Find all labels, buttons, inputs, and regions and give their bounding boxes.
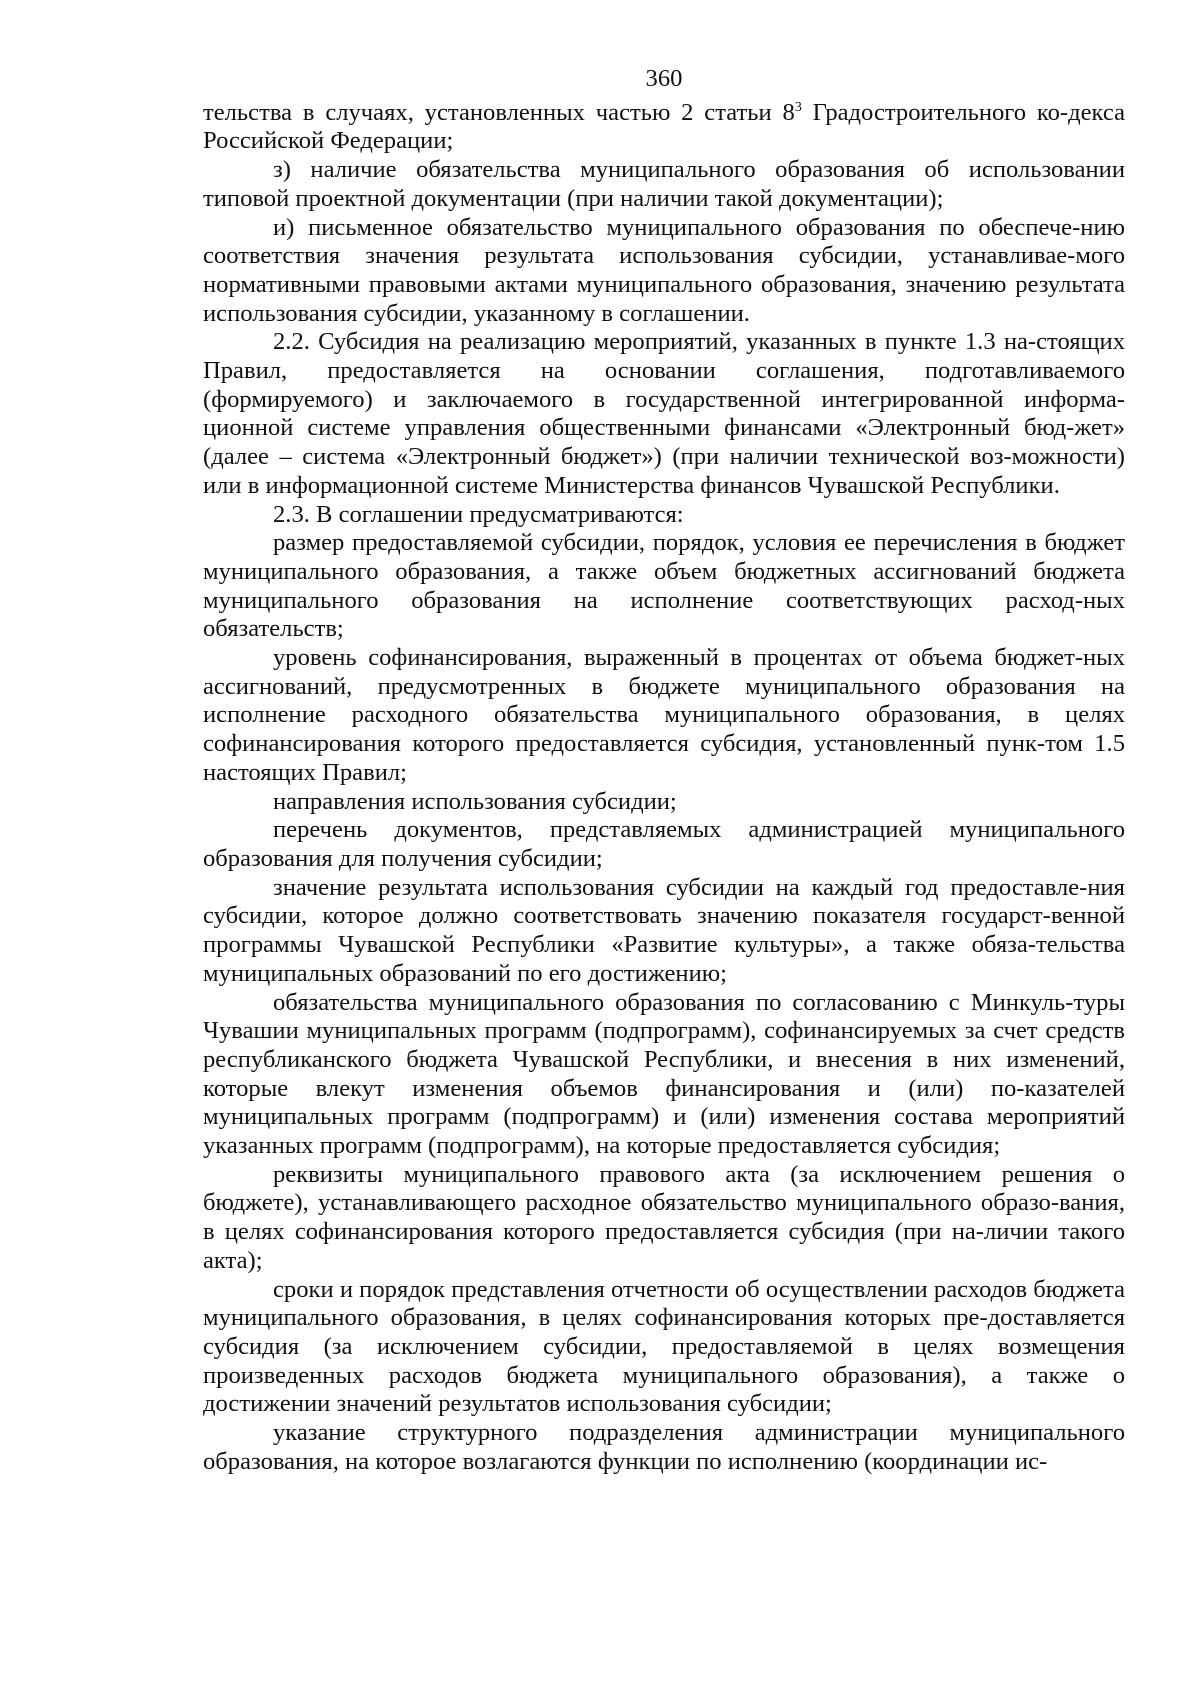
paragraph-legal-act-details: реквизиты муниципального правового акта (за исключением решения о бюджете), устанавливающего расходное обязательство муниципального образо-вания, в целях софинансирования которого предоставляется субсидия (при на-личии такого акта); xyxy=(203,1160,1125,1274)
paragraph-2-2: 2.2. Субсидия на реализацию мероприятий, указанных в пункте 1.3 на-стоящих Правил, предоставляется на основании соглашения, подготавливаемого (формируемого) и заключаемого в государственной интегрированной информа-ционной системе управления общественными финансами «Электронный бюд-жет» (далее – система «Электронный бюджет») (при наличии технической воз-можности) или в информационной системе Министерства финансов Чувашской Республики. xyxy=(203,328,1125,499)
paragraph-item-z: з) наличие обязательства муниципального образования об использовании типовой проектной документации (при наличии такой документации); xyxy=(203,156,1125,212)
paragraph-usage-directions: направления использования субсидии; xyxy=(273,787,677,815)
paragraph-subsidy-size: размер предоставляемой субсидии, порядок, условия ее перечисления в бюджет муниципального образования, а также объем бюджетных ассигнований бюджета муниципального образования на исполнение соответствующих расход-ных обязательств; xyxy=(203,529,1125,643)
paragraph-result-value: значение результата использования субсидии на каждый год предоставле-ния субсидии, которое должно соответствовать значению показателя государст-венной программы Чувашской Республики «Развитие культуры», а также обяза-тельства муниципальных образований по его достижению; xyxy=(203,873,1125,987)
paragraph-cofinancing-level: уровень софинансирования, выраженный в процентах от объема бюджет-ных ассигнований, предусмотренных в бюджете муниципального образования на исполнение расходного обязательства муниципального образования, в целях софинансирования которого предоставляется субсидия, установленный пунк-том 1.5 настоящих Правил; xyxy=(203,644,1125,786)
continuation-paragraph xyxy=(203,99,1125,156)
paragraph-reporting-terms: сроки и порядок представления отчетности об осуществлении расходов бюджета муниципального образования, в целях софинансирования которых пре-доставляется субсидия (за исключением субсидии, предоставляемой в целях возмещения произведенных расходов бюджета муниципального образования), а также о достижении значений результатов использования субсидии; xyxy=(203,1275,1125,1418)
page-number: 360 xyxy=(645,65,683,92)
paragraph-item-i: и) письменное обязательство муниципального образования по обеспече-нию соответствия значения результата использования субсидии, устанавливае-мого нормативными правовыми актами муниципального образования, значению результата использования субсидии, указанному в соглашении. xyxy=(203,213,1125,327)
continuation-text-end: Градостроительного ко-декса Российской Федерации; xyxy=(203,98,1125,155)
continuation-text: тельства в случаях, установленных частью 2 статьи 8 xyxy=(203,98,795,126)
paragraph-structural-unit: указание структурного подразделения администрации муниципального образования, на которое возлагаются функции по исполнению (координации ис- xyxy=(203,1419,1125,1475)
paragraph-obligations: обязательства муниципального образования по согласованию с Минкуль-туры Чувашии муниципальных программ (подпрограмм), софинансируемых за счет средств республиканского бюджета Чувашской Республики, и внесения в них изменений, которые влекут изменения объемов финансирования и (или) по-казателей муниципальных программ (подпрограмм) и (или) изменения состава мероприятий указанных программ (подпрограмм), на которые предоставляется субсидия; xyxy=(203,988,1125,1160)
superscript-index: 3 xyxy=(794,99,802,115)
paragraph-documents-list: перечень документов, представляемых администрацией муниципального образования для получения субсидии; xyxy=(203,816,1125,872)
document-page xyxy=(203,65,1125,1476)
paragraph-2-3: 2.3. В соглашении предусматриваются: xyxy=(273,500,684,528)
